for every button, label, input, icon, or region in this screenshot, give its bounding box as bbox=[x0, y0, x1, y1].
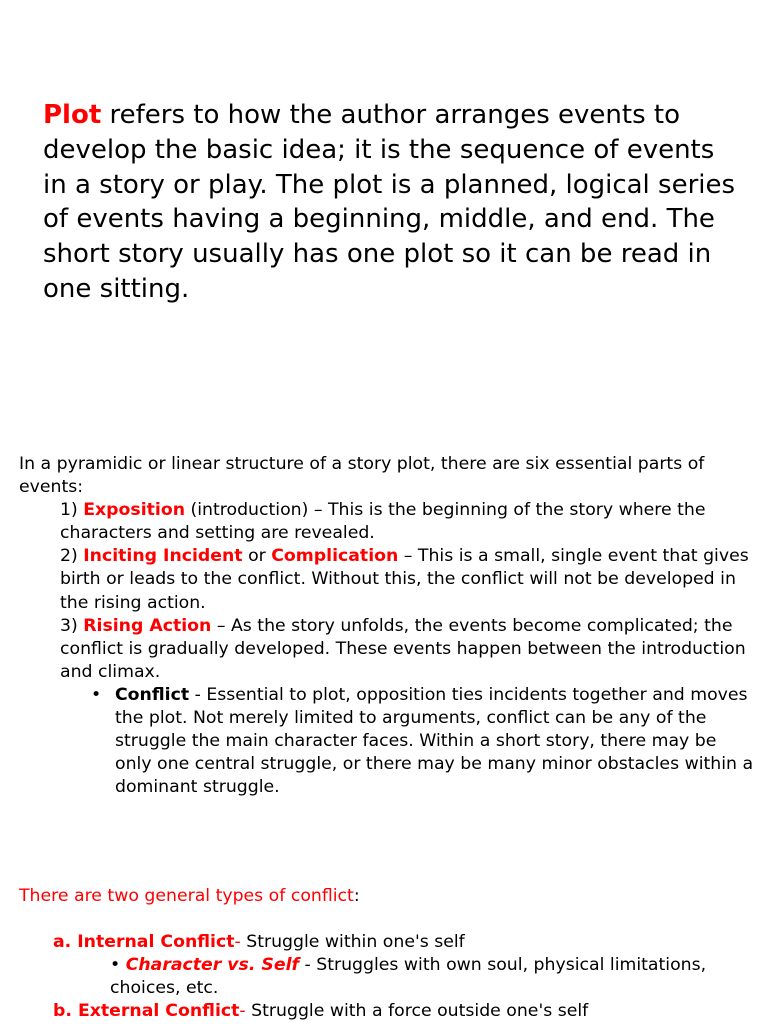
plot-structure-section bbox=[19, 453, 754, 799]
rising-action-term: Rising Action bbox=[83, 615, 212, 636]
bullet-icon: • bbox=[91, 684, 102, 705]
conflict-text: - Essential to plot, opposition ties incidents together and moves the plot. Not merely limited to arguments, conflict can be any of the struggle the main character faces. Within a short story, there may be only one central struggle, or there may be many minor obstacles within a dominant struggle. bbox=[115, 684, 754, 798]
list-item-conflict bbox=[19, 684, 754, 799]
item-number: 1) bbox=[60, 500, 84, 521]
list-item-inciting-incident bbox=[19, 545, 754, 614]
exposition-text: (introduction) – This is the beginning of the story where the characters and setting are revealed. bbox=[60, 500, 706, 544]
conflict-term: Conflict bbox=[115, 684, 190, 705]
bullet-icon: • bbox=[110, 955, 126, 976]
external-conflict-dash: - bbox=[239, 1001, 246, 1022]
conflict-types-section bbox=[19, 885, 754, 1024]
item-joiner: or bbox=[242, 546, 272, 567]
inciting-incident-text: – This is a small, single event that gives birth or leads to the conflict. Without this, the conflict will not be developed in the rising action. bbox=[60, 546, 749, 613]
character-vs-self-text: - Struggles with own soul, physical limitations, choices, etc. bbox=[110, 955, 707, 999]
complication-term: Complication bbox=[271, 546, 399, 567]
character-vs-self-item bbox=[19, 954, 754, 1000]
character-vs-self-term: Character vs. Self bbox=[125, 955, 300, 976]
plot-definition-text: refers to how the author arranges events to develop the basic idea; it is the sequence of events in a story or play. The plot is a planned, logical series of events having a beginning, middle, and end. The short story usually has one plot so it can be read in one sitting. bbox=[43, 100, 736, 304]
heading-colon: : bbox=[353, 886, 360, 906]
item-number: 3) bbox=[60, 615, 84, 636]
plot-term: Plot bbox=[43, 100, 102, 130]
inciting-incident-term: Inciting Incident bbox=[83, 546, 243, 567]
exposition-term: Exposition bbox=[83, 500, 185, 521]
item-number: 2) bbox=[60, 546, 84, 567]
conflict-types-heading bbox=[19, 885, 754, 908]
conflict-types-heading-text: There are two general types of conflict bbox=[19, 886, 354, 906]
list-item-exposition bbox=[19, 499, 754, 545]
external-conflict-item bbox=[19, 1000, 754, 1023]
internal-conflict-dash: - bbox=[234, 932, 241, 953]
internal-conflict-text: Struggle within one's self bbox=[240, 932, 465, 953]
external-conflict-term: b. External Conflict bbox=[53, 1001, 240, 1022]
rising-action-text: – As the story unfolds, the events become complicated; the conflict is gradually developed. These events happen between the introduction and climax. bbox=[60, 615, 746, 682]
internal-conflict-item bbox=[19, 931, 754, 954]
list-item-rising-action bbox=[19, 615, 754, 684]
internal-conflict-term: a. Internal Conflict bbox=[53, 932, 235, 953]
structure-lead: In a pyramidic or linear structure of a story plot, there are six essential parts of events: bbox=[19, 454, 705, 498]
external-conflict-text: Struggle with a force outside one's self bbox=[245, 1001, 589, 1022]
plot-definition-paragraph bbox=[43, 98, 743, 307]
